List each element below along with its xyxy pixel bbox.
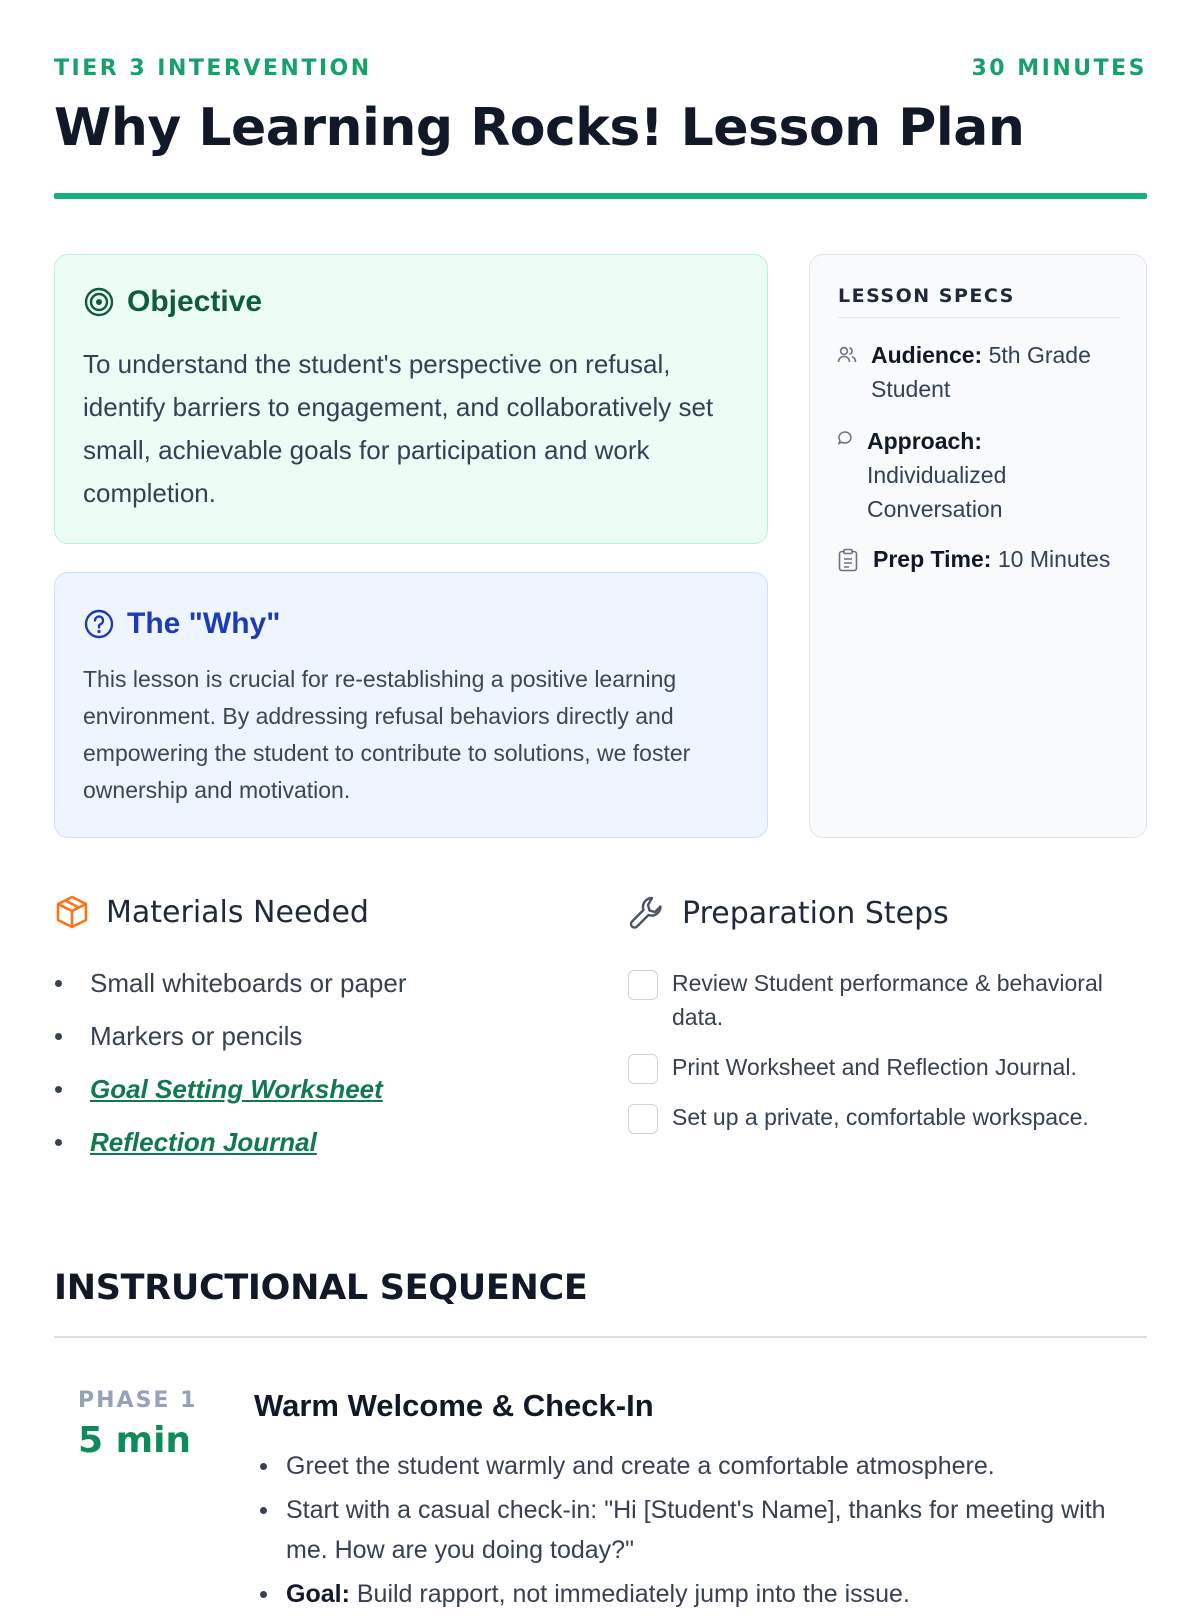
- prep-step: [628, 1050, 1147, 1084]
- tier-label: TIER 3 INTERVENTION: [54, 56, 372, 81]
- prep-step-checkbox[interactable]: [628, 1054, 658, 1084]
- materials-heading-text: Materials Needed: [106, 894, 369, 930]
- goal-label: Goal:: [286, 1580, 350, 1608]
- why-heading-text: The "Why": [127, 607, 281, 640]
- list-item: [254, 1574, 1134, 1614]
- prep-step-text: Review Student performance & behavioral data.: [672, 970, 1103, 1030]
- clipboard-icon: [837, 548, 859, 572]
- phase-label: PHASE 1: [78, 1388, 198, 1413]
- prep-step: [628, 1100, 1147, 1134]
- why-text: This lesson is crucial for re-establishing a positive learning environment. By addressing refusal behaviors directly and empowering the student to contribute to solutions, we foster ownership and motivation.: [83, 666, 691, 803]
- spec-approach-text: [867, 424, 1119, 526]
- spec-audience: [837, 338, 1119, 406]
- list-item: Markers or pencils: [54, 1019, 407, 1072]
- list-item: Start with a casual check-in: "Hi [Student's Name], thanks for meeting with me. How are you doing today?": [254, 1490, 1134, 1570]
- objective-heading: [83, 285, 262, 319]
- goal-text: Build rapport, not immediately jump into the issue.: [356, 1580, 910, 1608]
- prep-step-checkbox[interactable]: [628, 970, 658, 1000]
- spec-prep-label: Prep Time:: [873, 546, 992, 572]
- list-item: [54, 1125, 407, 1178]
- phase-title: Warm Welcome & Check-In: [254, 1388, 654, 1423]
- target-icon: [83, 286, 115, 318]
- spec-approach: [837, 424, 1119, 526]
- phase-steps: [254, 1446, 1134, 1618]
- why-card: [54, 572, 768, 838]
- why-heading: [83, 607, 280, 641]
- users-icon: [837, 344, 857, 364]
- title-divider: [54, 193, 1147, 199]
- preparation-heading-text: Preparation Steps: [682, 895, 949, 931]
- list-item: [54, 1072, 407, 1125]
- prep-step-text: Print Worksheet and Reflection Journal.: [672, 1054, 1077, 1080]
- duration-label: 30 MINUTES: [971, 56, 1147, 81]
- sequence-divider: [54, 1336, 1147, 1338]
- prep-step-text: Set up a private, comfortable workspace.: [672, 1104, 1089, 1130]
- chat-bubble-icon: [837, 430, 853, 446]
- package-icon: [54, 894, 90, 930]
- spec-prep-value: 10 Minutes: [997, 546, 1111, 572]
- page-title: Why Learning Rocks! Lesson Plan: [54, 98, 1025, 158]
- wrench-icon: [628, 894, 666, 932]
- objective-heading-text: Objective: [127, 285, 263, 318]
- prep-step-checkbox[interactable]: [628, 1104, 658, 1134]
- preparation-list: [628, 966, 1147, 1150]
- header-meta: [54, 56, 1147, 81]
- spec-audience-value: 5th Grade Student: [871, 342, 1091, 402]
- objective-text: To understand the student's perspective on refusal, identify barriers to engagement, and collaboratively set small, achievable goals for participation and work completion.: [83, 349, 714, 508]
- instructional-sequence-title: INSTRUCTIONAL SEQUENCE: [54, 1268, 588, 1308]
- prep-step: [628, 966, 1147, 1034]
- question-circle-icon: [83, 608, 115, 640]
- lesson-specs-title: LESSON SPECS: [838, 285, 1120, 318]
- spec-prep-time: [837, 542, 1119, 576]
- spec-prep-text: [873, 542, 1110, 576]
- list-item: Small whiteboards or paper: [54, 966, 407, 1019]
- spec-approach-label: Approach:: [867, 428, 982, 454]
- objective-card: [54, 254, 768, 544]
- list-item: Greet the student warmly and create a comfortable atmosphere.: [254, 1446, 1134, 1486]
- spec-approach-value: Individualized Conversation: [867, 462, 1007, 522]
- preparation-heading: [628, 894, 949, 932]
- goal-setting-worksheet-link[interactable]: Goal Setting Worksheet: [90, 1074, 383, 1104]
- materials-heading: [54, 894, 369, 930]
- reflection-journal-link[interactable]: Reflection Journal: [90, 1127, 317, 1157]
- phase-duration: 5 min: [78, 1420, 192, 1461]
- materials-list: [54, 966, 407, 1178]
- spec-audience-text: [871, 338, 1119, 406]
- spec-audience-label: Audience:: [871, 342, 983, 368]
